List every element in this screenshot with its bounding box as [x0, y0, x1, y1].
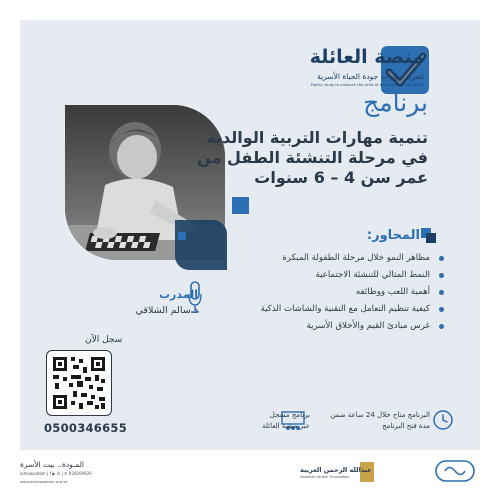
recorded-info: برنامج مسجل عبر منصة العائلة — [262, 411, 310, 430]
register-phone[interactable]: 0500346655 — [44, 421, 128, 435]
footer-org-name: المـودة.. بيت الأسرة — [20, 460, 85, 469]
decor-square-dark — [175, 220, 227, 270]
bullet-icon — [439, 273, 444, 278]
program-title-line-1: تنمية مهارات التربية الوالدية — [206, 128, 428, 147]
trainer-label: المدرب — [158, 288, 198, 301]
axes-label: المحاور: — [366, 228, 420, 243]
list-item: أهمية اللعب ووظائفه — [234, 284, 444, 301]
decor-square-small — [178, 232, 186, 240]
qr-code-icon[interactable] — [46, 350, 112, 416]
program-title-line-3: عمر سن 4 – 6 سنوات — [254, 168, 428, 187]
logo-title: منصة العائلة — [309, 46, 424, 68]
logo-english-tagline: Family study to enhance the skills of the quality of family life — [310, 83, 424, 87]
foundation-name-en: Abdullah Alrajhi Foundation — [300, 475, 350, 479]
logo-subtitle: لتعزيز مهارات جودة الحياة الأسرية — [317, 72, 424, 81]
program-label: برنامج — [363, 88, 428, 117]
foundation-name-ar: عبدالله الرحمن الغريبة — [300, 466, 372, 474]
list-item: النمط المثالي للتنشئة الاجتماعية — [234, 267, 444, 284]
trainer-name: د.سالم الشلاقي — [135, 305, 198, 316]
bullet-icon — [439, 324, 444, 329]
bullet-icon — [439, 290, 444, 295]
access-info: البرنامج متاح خلال 24 ساعة ضمن مدة فتح البرنامج — [330, 411, 430, 430]
axes-list — [234, 250, 444, 335]
list-item: مظاهر النمو خلال مرحلة الطفولة المبكرة — [234, 250, 444, 267]
list-item: غرس مبادئ القيم والأخلاق الأسرية — [234, 318, 444, 335]
bullet-icon — [439, 256, 444, 261]
axes-marker-icon-back — [426, 233, 436, 243]
clock-24-icon — [432, 409, 454, 431]
mawaddah-logo-icon — [435, 460, 475, 482]
register-label: سجل الآن — [85, 335, 123, 345]
decor-square-blue — [232, 197, 249, 214]
footer-social: almawaddah | f ▶ in | ✆ 920000926 — [20, 471, 92, 476]
footer-website[interactable]: www.almawaddah.org.sa — [20, 479, 68, 484]
bullet-icon — [439, 307, 444, 312]
program-title-line-2: في مرحلة التنشئة الطفل من — [197, 148, 428, 167]
list-item: كيفية تنظيم التعامل مع التقنية والشاشات الذكية — [234, 301, 444, 318]
